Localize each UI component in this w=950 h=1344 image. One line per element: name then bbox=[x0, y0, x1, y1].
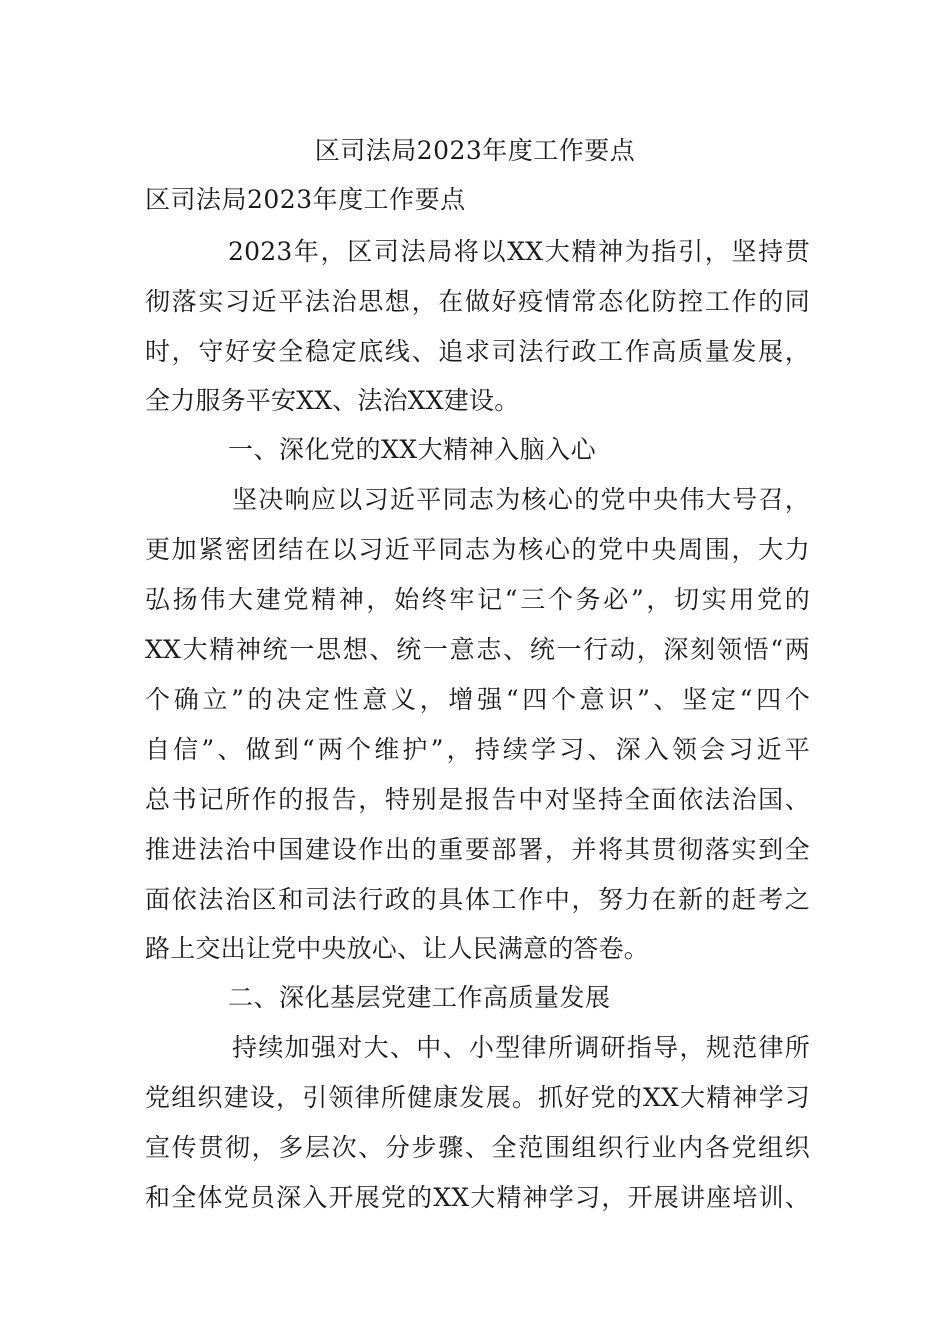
section-heading-2: 二、深化基层党建工作高质量发展 bbox=[228, 983, 611, 1012]
paragraph-line: 个确立”的决定性意义，增强“四个意识”、坚定“四个 bbox=[145, 685, 810, 714]
paragraph-line: 总书记所作的报告，特别是报告中对坚持全面依法治国、 bbox=[145, 785, 810, 814]
paragraph-line: 2023年，区司法局将以XX大精神为指引，坚持贯 bbox=[228, 237, 810, 266]
document-title: 区司法局2023年度工作要点 bbox=[314, 136, 636, 165]
paragraph-line: 宣传贯彻，多层次、分步骤、全范围组织行业内各党组织 bbox=[145, 1133, 810, 1162]
paragraph-line: 党组织建设，引领律所健康发展。抓好党的XX大精神学习 bbox=[145, 1083, 810, 1112]
paragraph-line: 路上交出让党中央放心、让人民满意的答卷。 bbox=[145, 934, 650, 963]
section-heading-1: 一、深化党的XX大精神入脑入心 bbox=[228, 435, 597, 464]
paragraph-line: 坚决响应以习近平同志为核心的党中央伟大号召， bbox=[232, 485, 810, 514]
paragraph-line: 时，守好安全稳定底线、追求司法行政工作高质量发展， bbox=[145, 337, 810, 366]
paragraph-line: 推进法治中国建设作出的重要部署，并将其贯彻落实到全 bbox=[145, 835, 810, 864]
paragraph-line: 自信”、做到“两个维护”，持续学习、深入领会习近平 bbox=[145, 735, 810, 764]
paragraph-line: 弘扬伟大建党精神，始终牢记“三个务必”，切实用党的 bbox=[145, 585, 810, 614]
document-subtitle: 区司法局2023年度工作要点 bbox=[145, 185, 466, 214]
paragraph-line: 更加紧密团结在以习近平同志为核心的党中央周围，大力 bbox=[145, 535, 810, 564]
paragraph-line: 彻落实习近平法治思想，在做好疫情常态化防控工作的同 bbox=[145, 287, 810, 316]
paragraph-line: 全力服务平安XX、法治XX建设。 bbox=[145, 386, 520, 415]
paragraph-line: 和全体党员深入开展党的XX大精神学习，开展讲座培训、 bbox=[145, 1183, 810, 1212]
paragraph-line: 持续加强对大、中、小型律所调研指导，规范律所 bbox=[232, 1033, 810, 1062]
paragraph-line: 面依法治区和司法行政的具体工作中，努力在新的赶考之 bbox=[145, 885, 810, 914]
paragraph-line: XX大精神统一思想、统一意志、统一行动，深刻领悟“两 bbox=[145, 635, 810, 664]
